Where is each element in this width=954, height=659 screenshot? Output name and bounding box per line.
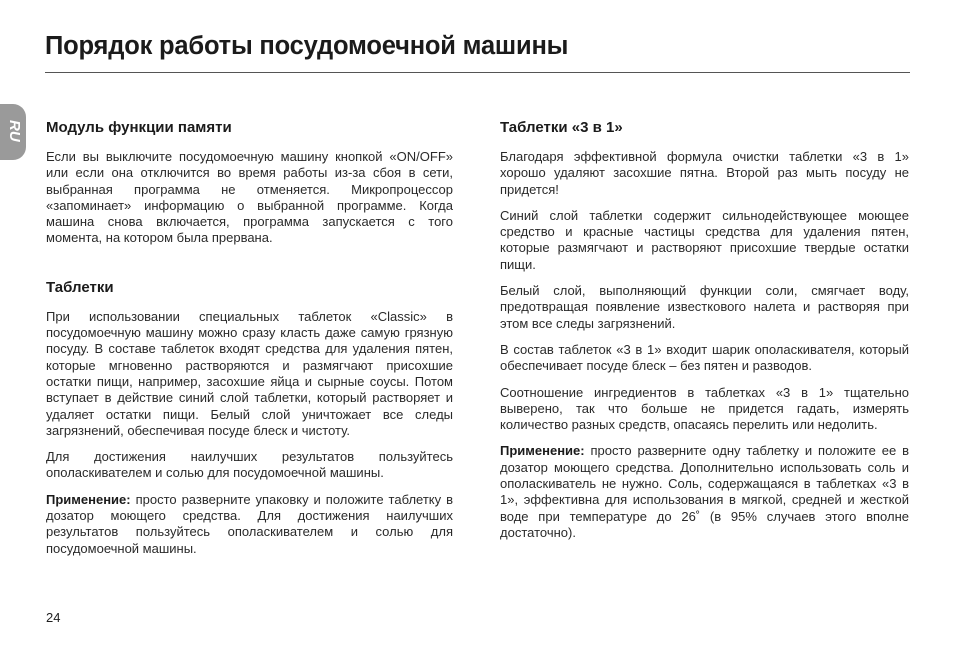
- right-column: [500, 119, 909, 551]
- tablets-paragraph-2: Для достижения наилучших результатов пользуйтесь ополаскивателем и солью для посудомоечной машины.: [46, 449, 453, 481]
- page-title: Порядок работы посудомоечной машины: [45, 32, 569, 60]
- three-in-one-paragraph-1: Благодаря эффективной формула очистки таблетки «3 в 1» хорошо удаляют засохшие пятна. Второй раз мыть посуду не придется!: [500, 149, 909, 197]
- three-in-one-paragraph-2: Синий слой таблетки содержит сильнодействующее моющее средство и красные частицы средства для удаления пятен, которые размягчают и растворяют присохшие твердые остатки пищи.: [500, 207, 909, 272]
- tablets-usage: [46, 492, 453, 557]
- tablets-usage-label: Применение:: [46, 491, 131, 507]
- memory-module-heading: Модуль функции памяти: [46, 119, 232, 136]
- language-tab: [0, 104, 26, 160]
- page-number: 24: [46, 610, 61, 625]
- title-divider: [45, 72, 910, 73]
- three-in-one-usage: [500, 443, 909, 541]
- three-in-one-heading: Таблетки «3 в 1»: [500, 119, 623, 136]
- three-in-one-paragraph-3: Белый слой, выполняющий функции соли, смягчает воду, предотвращая появление известкового налета и растворяя при этом все следы загрязнений.: [500, 283, 909, 331]
- three-in-one-paragraph-5: Соотношение ингредиентов в таблетках «3 в 1» тщательно выверено, так что больше не придется гадать, измерять количество разных средств, опасаясь перелить или недолить.: [500, 384, 909, 433]
- tablets-usage-text: просто разверните упаковку и положите таблетку в дозатор моющего средства. Для достижения наилучших результатов пользуйтесь ополаскивателем и солью для посудомоечной машины.: [46, 491, 453, 556]
- tablets-paragraph-1: При использовании специальных таблеток «Classic» в посудомоечную машину можно сразу класть даже самую грязную посуду. В составе таблеток входят средства для удаления пятен, которые мгновенно растворяются и размягчают присохшие остатки пищи, например, засохшие яйца и сырные соусы. Потом вступает в действие синий слой таблетки, который растворяет и удаляет остатки пищи. Белый слой уничтожает все следы загрязнений, обеспечивая посуде блеск и чистоту.: [46, 308, 453, 438]
- three-in-one-paragraph-4: В состав таблеток «3 в 1» входит шарик ополаскивателя, который обеспечивает посуде блеск – без пятен и разводов.: [500, 341, 909, 374]
- memory-module-text: Если вы выключите посудомоечную машину кнопкой «ON/OFF» или если она отключится во время работы из-за сбоя в сети, выбранная программа не отменяется. Микропроцессор «запоминает» информацию о выбранной программе. Когда машина снова включается, программа запускается с того момента, на котором была прервана.: [46, 149, 453, 246]
- tablets-heading: Таблетки: [46, 278, 114, 296]
- three-in-one-usage-text: просто разверните одну таблетку и положите ее в дозатор моющего средства. Дополнительно использовать соль и ополаскиватель не нужно. Соль, содержащаяся в таблетках «3 в 1», эффективна для использования в мягкой, средней и жесткой воде при температуре до 26˚ (в 95% случаев этого вполне достаточно).: [500, 443, 909, 540]
- left-column: [46, 119, 453, 567]
- language-tab-label: RU: [6, 120, 23, 142]
- three-in-one-usage-label: Применение:: [500, 443, 585, 459]
